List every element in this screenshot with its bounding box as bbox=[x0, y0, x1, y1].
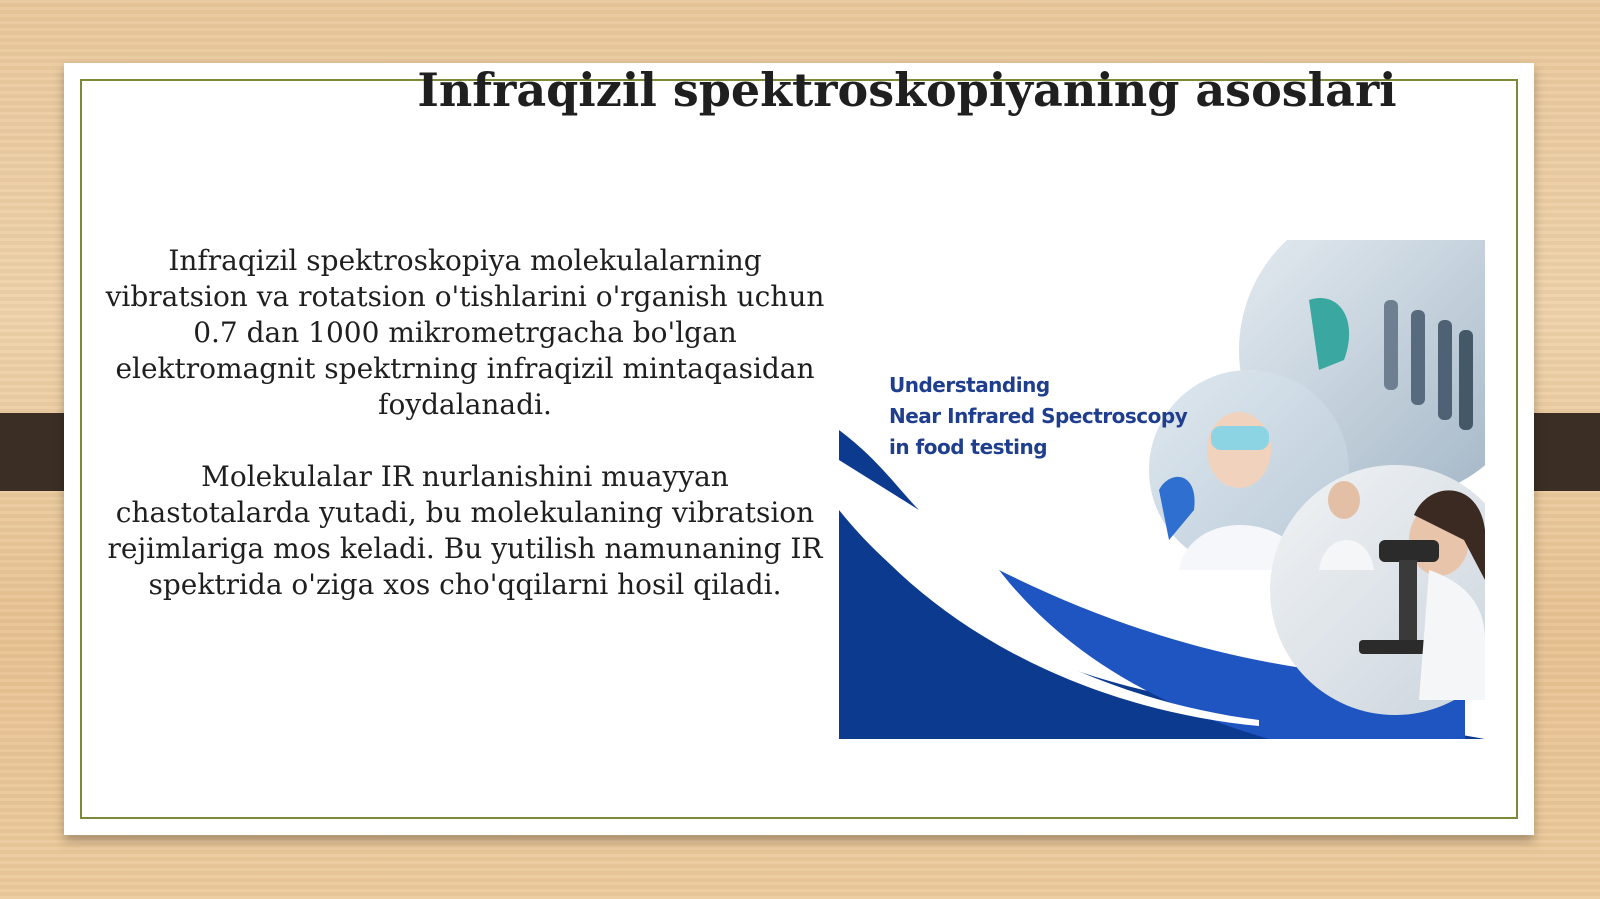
nir-illustration bbox=[839, 240, 1485, 739]
body-paragraph-2: Molekulalar IR nurlanishini muayyan chastotalarda yutadi, bu molekulaning vibratsion rejimlariga mos keladi. Bu yutilish namunaning IR spektrida o'ziga xos cho'qqilarni hosil qiladi. bbox=[107, 460, 823, 601]
body-paragraph-1: Infraqizil spektroskopiya molekulalarning vibratsion va rotatsion o'tishlarini o'rganish uchun 0.7 dan 1000 mikrometrgacha bo'lgan elektromagnit spektrning infraqizil mintaqasidan foydalanadi. bbox=[105, 244, 825, 421]
image-caption-line-3: in food testing bbox=[889, 435, 1048, 459]
nir-spectroscopy-image bbox=[839, 240, 1485, 739]
slide-title: Infraqizil spektroskopiyaning asoslari bbox=[417, 63, 1397, 117]
image-caption-line-2: Near Infrared Spectroscopy bbox=[889, 404, 1188, 428]
image-caption bbox=[889, 370, 1187, 463]
image-caption-line-1: Understanding bbox=[889, 373, 1050, 397]
slide-body bbox=[104, 243, 826, 603]
